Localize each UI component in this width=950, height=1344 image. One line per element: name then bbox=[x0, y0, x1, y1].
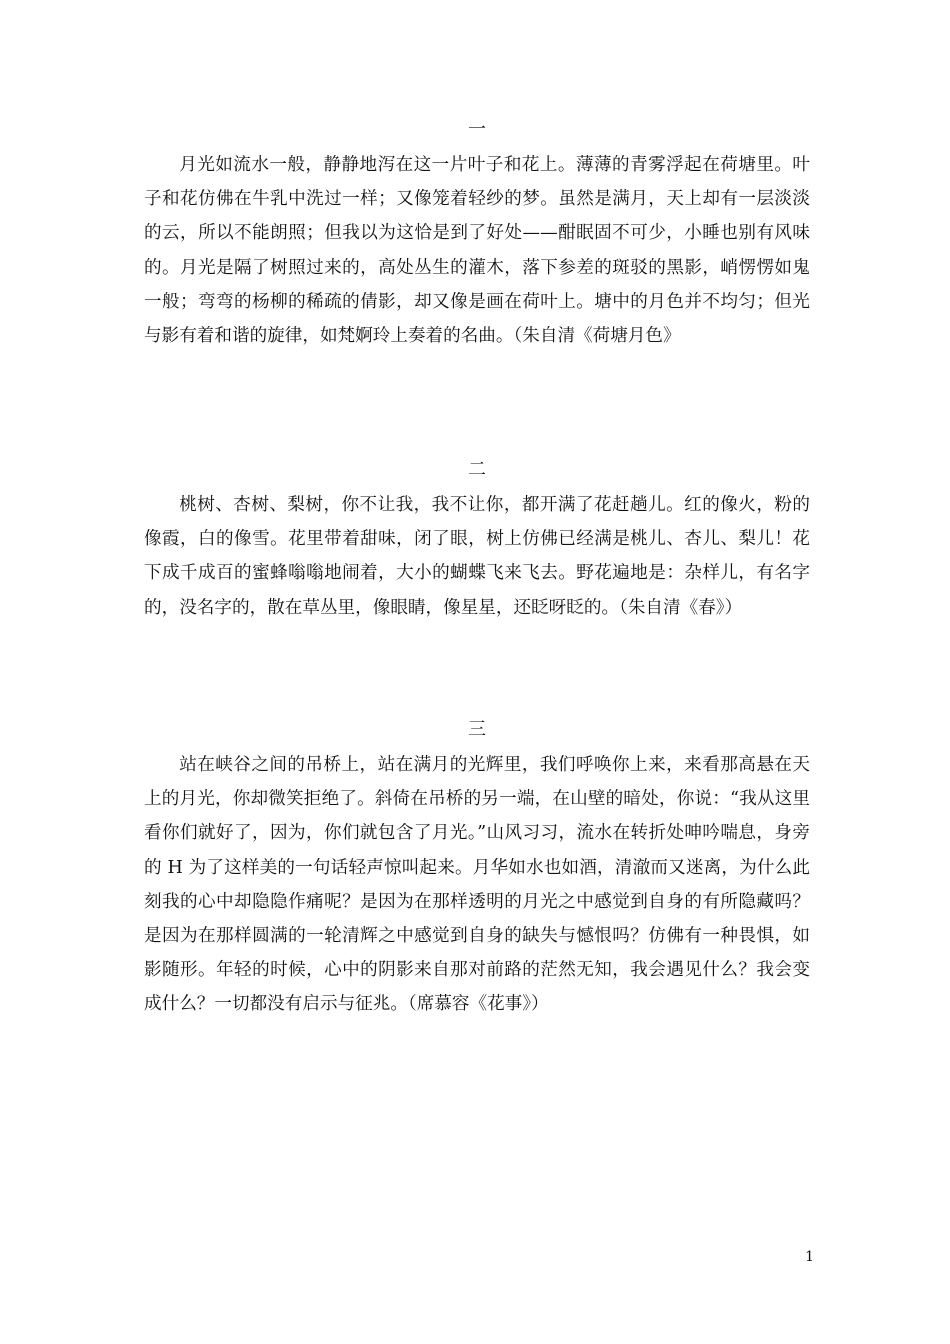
section-heading: 一 bbox=[468, 119, 486, 140]
page-number: 1 bbox=[805, 1249, 814, 1265]
section-heading: 三 bbox=[468, 719, 486, 740]
section-heading: 二 bbox=[468, 459, 486, 480]
section-paragraph: 月光如流水一般，静静地泻在这一片叶子和花上。薄薄的青雾浮起在荷塘里。叶子和花仿佛在牛乳中洗过一样；又像笼着轻纱的梦。虽然是满月，天上却有一层淡淡的云，所以不能朗照；但我以为这恰是到了好处——酣眠固不可少，小睡也别有风味的。月光是隔了树照过来的，高处丛生的灌木，落下参差的斑驳的黑影，峭愣愣如鬼一般；弯弯的杨柳的稀疏的倩影，却又像是画在荷叶上。塘中的月色并不均匀；但光与影有着和谐的旋律，如梵婀玲上奏着的名曲。（朱自清《荷塘月色》 bbox=[144, 155, 810, 347]
section-paragraph: 站在峡谷之间的吊桥上，站在满月的光辉里，我们呼唤你上来，来看那高悬在天上的月光，你却微笑拒绝了。斜倚在吊桥的另一端，在山壁的暗处，你说：“我从这里看你们就好了，因为，你们就包含了月光。”山风习习，流水在转折处呻吟喘息，身旁的 H 为了这样美的一句话轻声惊叫起来。月华如水也如酒，清澈而又迷离，为什么此刻我的心中却隐隐作痛呢？是因为在那样透明的月光之中感觉到自身的有所隐藏吗？是因为在那样圆满的一轮清辉之中感觉到自身的缺失与憾恨吗？仿佛有一种畏惧，如影随形。年轻的时候，心中的阴影来自那对前路的茫然无知，我会遇见什么？我会变成什么？一切都没有启示与征兆。（席慕容《花事》） bbox=[144, 755, 810, 1015]
section-three bbox=[144, 718, 810, 1022]
section-two bbox=[144, 458, 810, 625]
section-paragraph: 桃树、杏树、梨树，你不让我，我不让你，都开满了花赶趟儿。红的像火，粉的像霞，白的像雪。花里带着甜味，闭了眼，树上仿佛已经满是桃儿、杏儿、梨儿！花下成千成百的蜜蜂嗡嗡地闹着，大小的蝴蝶飞来飞去。野花遍地是：杂样儿，有名字的，没名字的，散在草丛里，像眼睛，像星星，还眨呀眨的。（朱自清《春》） bbox=[144, 495, 810, 618]
section-one bbox=[144, 118, 810, 353]
